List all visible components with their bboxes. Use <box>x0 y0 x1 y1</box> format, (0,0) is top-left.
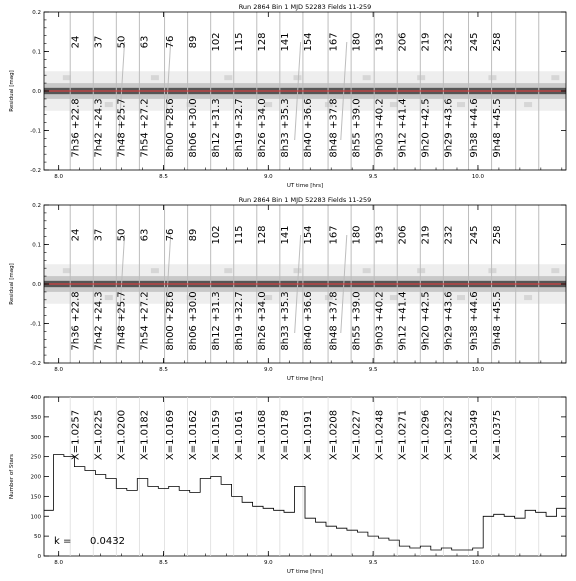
field-number-label: 37 <box>94 36 105 49</box>
residual-density-cell <box>363 268 371 273</box>
x-axis-label: UT time [hrs] <box>287 376 323 382</box>
residual-density-cell <box>457 295 465 300</box>
field-coordinate-label: 9h03 +40.2 <box>374 291 385 350</box>
field-number-label: 219 <box>421 225 432 244</box>
field-number-label: 50 <box>117 36 128 49</box>
field-coordinate-label: 7h42 +24.3 <box>94 98 105 157</box>
airmass-label: X=1.0168 <box>257 410 268 460</box>
x-tick-label: 9.0 <box>264 367 273 373</box>
field-number-label: 24 <box>70 36 81 49</box>
field-coordinate-label: 9h12 +41.4 <box>397 291 408 350</box>
field-coordinate-label: 8h12 +31.3 <box>211 98 222 157</box>
y-tick-label: 150 <box>31 494 42 500</box>
y-tick-label: 350 <box>31 415 42 421</box>
x-tick-label: 9.5 <box>369 174 378 180</box>
airmass-label: X=1.0375 <box>492 410 503 460</box>
field-number-label: 102 <box>211 32 222 51</box>
field-coordinate-label: 7h54 +27.2 <box>140 291 151 350</box>
field-coordinate-label: 8h55 +39.0 <box>351 291 362 350</box>
field-number-label: 63 <box>140 36 151 49</box>
residual-density-cell <box>488 268 496 273</box>
residual-density-cell <box>224 268 232 273</box>
field-coordinate-label: 7h48 +25.7 <box>117 291 128 350</box>
field-number-label: 232 <box>444 32 455 51</box>
field-coordinate-label: 7h48 +25.7 <box>117 98 128 157</box>
field-number-label: 167 <box>328 225 339 244</box>
y-tick-label: 200 <box>31 475 42 481</box>
airmass-label: X=1.0248 <box>374 410 385 460</box>
field-number-label: 193 <box>374 32 385 51</box>
x-tick-label: 10.0 <box>472 174 485 180</box>
y-tick-label: -0.1 <box>30 322 41 328</box>
field-coordinate-label: 9h38 +44.6 <box>469 98 480 157</box>
residual-density-cell <box>151 268 159 273</box>
extinction-k-label: k = <box>54 536 71 547</box>
airmass-label: X=1.0178 <box>280 410 291 460</box>
field-number-label: 193 <box>374 225 385 244</box>
airmass-label: X=1.0208 <box>328 410 339 460</box>
field-coordinate-label: 8h12 +31.3 <box>211 291 222 350</box>
field-coordinate-label: 9h20 +42.5 <box>421 98 432 157</box>
field-number-label: 89 <box>188 229 199 242</box>
field-number-label: 232 <box>444 225 455 244</box>
x-tick-label: 9.0 <box>264 174 273 180</box>
field-number-label: 258 <box>492 32 503 51</box>
y-tick-label: 250 <box>31 455 42 461</box>
field-number-label: 50 <box>117 229 128 242</box>
field-number-label: 167 <box>328 32 339 51</box>
airmass-label: X=1.0159 <box>211 410 222 460</box>
airmass-label: X=1.0182 <box>140 410 151 460</box>
field-number-label: 141 <box>280 32 291 51</box>
extinction-k-value: 0.0432 <box>90 536 125 547</box>
field-number-label: 219 <box>421 32 432 51</box>
residual-density-cell <box>524 295 532 300</box>
field-coordinate-label: 8h19 +32.7 <box>234 98 245 157</box>
field-coordinate-label: 7h36 +22.8 <box>70 98 81 157</box>
airmass-label: X=1.0349 <box>469 410 480 460</box>
field-number-label: 115 <box>234 32 245 51</box>
field-number-label: 128 <box>257 225 268 244</box>
airmass-label: X=1.0200 <box>117 410 128 460</box>
field-number-label: 180 <box>351 32 362 51</box>
field-number-label: 258 <box>492 225 503 244</box>
airmass-label: X=1.0162 <box>188 410 199 460</box>
x-tick-label: 9.0 <box>264 560 273 566</box>
field-coordinate-label: 8h48 +37.8 <box>328 98 339 157</box>
residual-density-cell <box>105 295 113 300</box>
field-number-label: 180 <box>351 225 362 244</box>
airmass-label: X=1.0161 <box>234 410 245 460</box>
field-number-label: 115 <box>234 225 245 244</box>
field-coordinate-label: 8h55 +39.0 <box>351 98 362 157</box>
airmass-label: X=1.0169 <box>165 410 176 460</box>
residual-density-cell <box>457 102 465 107</box>
field-coordinate-label: 7h42 +24.3 <box>94 291 105 350</box>
residual-density-cell <box>488 75 496 80</box>
field-coordinate-label: 9h38 +44.6 <box>469 291 480 350</box>
field-coordinate-label: 8h26 +34.0 <box>257 98 268 157</box>
residual-density-cell <box>63 268 71 273</box>
field-number-label: 206 <box>397 225 408 244</box>
y-tick-label: 0 <box>38 554 42 560</box>
y-tick-label: 100 <box>31 514 42 520</box>
y-tick-label: -0.1 <box>30 129 41 135</box>
panel-title: Run 2864 Bin 1 MJD 52283 Fields 11-259 <box>239 196 372 204</box>
field-number-label: 128 <box>257 32 268 51</box>
y-tick-label: 300 <box>31 435 42 441</box>
x-tick-label: 9.5 <box>369 560 378 566</box>
airmass-label: X=1.0322 <box>444 410 455 460</box>
x-tick-label: 8.0 <box>54 560 63 566</box>
field-coordinate-label: 8h19 +32.7 <box>234 291 245 350</box>
x-axis-label: UT time [hrs] <box>287 183 323 189</box>
airmass-label: X=1.0227 <box>351 410 362 460</box>
field-coordinate-label: 9h29 +43.6 <box>444 98 455 157</box>
residual-density-cell <box>551 75 559 80</box>
y-tick-label: 0.0 <box>32 282 41 288</box>
y-tick-label: 0.1 <box>32 243 41 249</box>
y-tick-label: -0.2 <box>30 168 41 174</box>
residual-density-cell <box>151 75 159 80</box>
field-number-label: 154 <box>303 225 314 244</box>
airmass-label: X=1.0225 <box>94 410 105 460</box>
field-coordinate-label: 8h26 +34.0 <box>257 291 268 350</box>
residual-density-cell <box>293 75 301 80</box>
field-number-label: 245 <box>469 225 480 244</box>
residual-density-cell <box>63 75 71 80</box>
field-coordinate-label: 8h40 +36.6 <box>303 291 314 350</box>
field-number-label: 24 <box>70 229 81 242</box>
field-coordinate-label: 9h48 +45.5 <box>492 291 503 350</box>
y-tick-label: 0.0 <box>32 89 41 95</box>
airmass-label: X=1.0191 <box>303 410 314 460</box>
residual-density-cell <box>417 268 425 273</box>
airmass-label: X=1.0271 <box>397 410 408 460</box>
field-coordinate-label: 8h00 +28.6 <box>165 98 176 157</box>
x-tick-label: 8.0 <box>54 367 63 373</box>
airmass-label: X=1.0257 <box>70 410 81 460</box>
field-coordinate-label: 8h06 +30.0 <box>188 98 199 157</box>
x-tick-label: 10.0 <box>472 560 485 566</box>
field-coordinate-label: 7h36 +22.8 <box>70 291 81 350</box>
airmass-label: X=1.0296 <box>421 410 432 460</box>
field-number-label: 63 <box>140 229 151 242</box>
field-coordinate-label: 8h33 +35.3 <box>280 98 291 157</box>
y-tick-label: 0.1 <box>32 50 41 56</box>
y-tick-label: 0.2 <box>32 203 41 209</box>
x-tick-label: 8.5 <box>159 560 168 566</box>
field-number-label: 89 <box>188 36 199 49</box>
residual-density-cell <box>417 75 425 80</box>
field-number-label: 102 <box>211 225 222 244</box>
field-coordinate-label: 8h48 +37.8 <box>328 291 339 350</box>
x-axis-label: UT time [hrs] <box>287 569 323 575</box>
panel-title: Run 2864 Bin 1 MJD 52283 Fields 11-259 <box>239 3 372 11</box>
x-tick-label: 9.5 <box>369 367 378 373</box>
x-tick-label: 8.5 <box>159 367 168 373</box>
field-coordinate-label: 9h03 +40.2 <box>374 98 385 157</box>
field-number-label: 154 <box>303 32 314 51</box>
x-tick-label: 8.0 <box>54 174 63 180</box>
residual-density-cell <box>105 102 113 107</box>
field-number-label: 37 <box>94 229 105 242</box>
y-tick-label: 400 <box>31 395 42 401</box>
field-coordinate-label: 8h33 +35.3 <box>280 291 291 350</box>
field-coordinate-label: 9h20 +42.5 <box>421 291 432 350</box>
field-number-label: 76 <box>165 229 176 242</box>
y-tick-label: 50 <box>34 534 41 540</box>
field-coordinate-label: 9h48 +45.5 <box>492 98 503 157</box>
field-coordinate-label: 7h54 +27.2 <box>140 98 151 157</box>
y-axis-label: Number of Stars <box>9 454 15 499</box>
field-number-label: 245 <box>469 32 480 51</box>
y-tick-label: -0.2 <box>30 361 41 367</box>
y-axis-label: Residual [mag] <box>9 70 15 112</box>
x-tick-label: 8.5 <box>159 174 168 180</box>
field-coordinate-label: 8h00 +28.6 <box>165 291 176 350</box>
residual-density-cell <box>524 102 532 107</box>
residual-density-cell <box>224 75 232 80</box>
field-coordinate-label: 8h40 +36.6 <box>303 98 314 157</box>
y-axis-label: Residual [mag] <box>9 263 15 305</box>
field-coordinate-label: 9h29 +43.6 <box>444 291 455 350</box>
y-tick-label: 0.2 <box>32 10 41 16</box>
field-number-label: 141 <box>280 225 291 244</box>
field-number-label: 76 <box>165 36 176 49</box>
residual-density-cell <box>551 268 559 273</box>
field-number-label: 206 <box>397 32 408 51</box>
field-coordinate-label: 8h06 +30.0 <box>188 291 199 350</box>
residual-density-cell <box>363 75 371 80</box>
x-tick-label: 10.0 <box>472 367 485 373</box>
field-coordinate-label: 9h12 +41.4 <box>397 98 408 157</box>
residual-density-cell <box>293 268 301 273</box>
